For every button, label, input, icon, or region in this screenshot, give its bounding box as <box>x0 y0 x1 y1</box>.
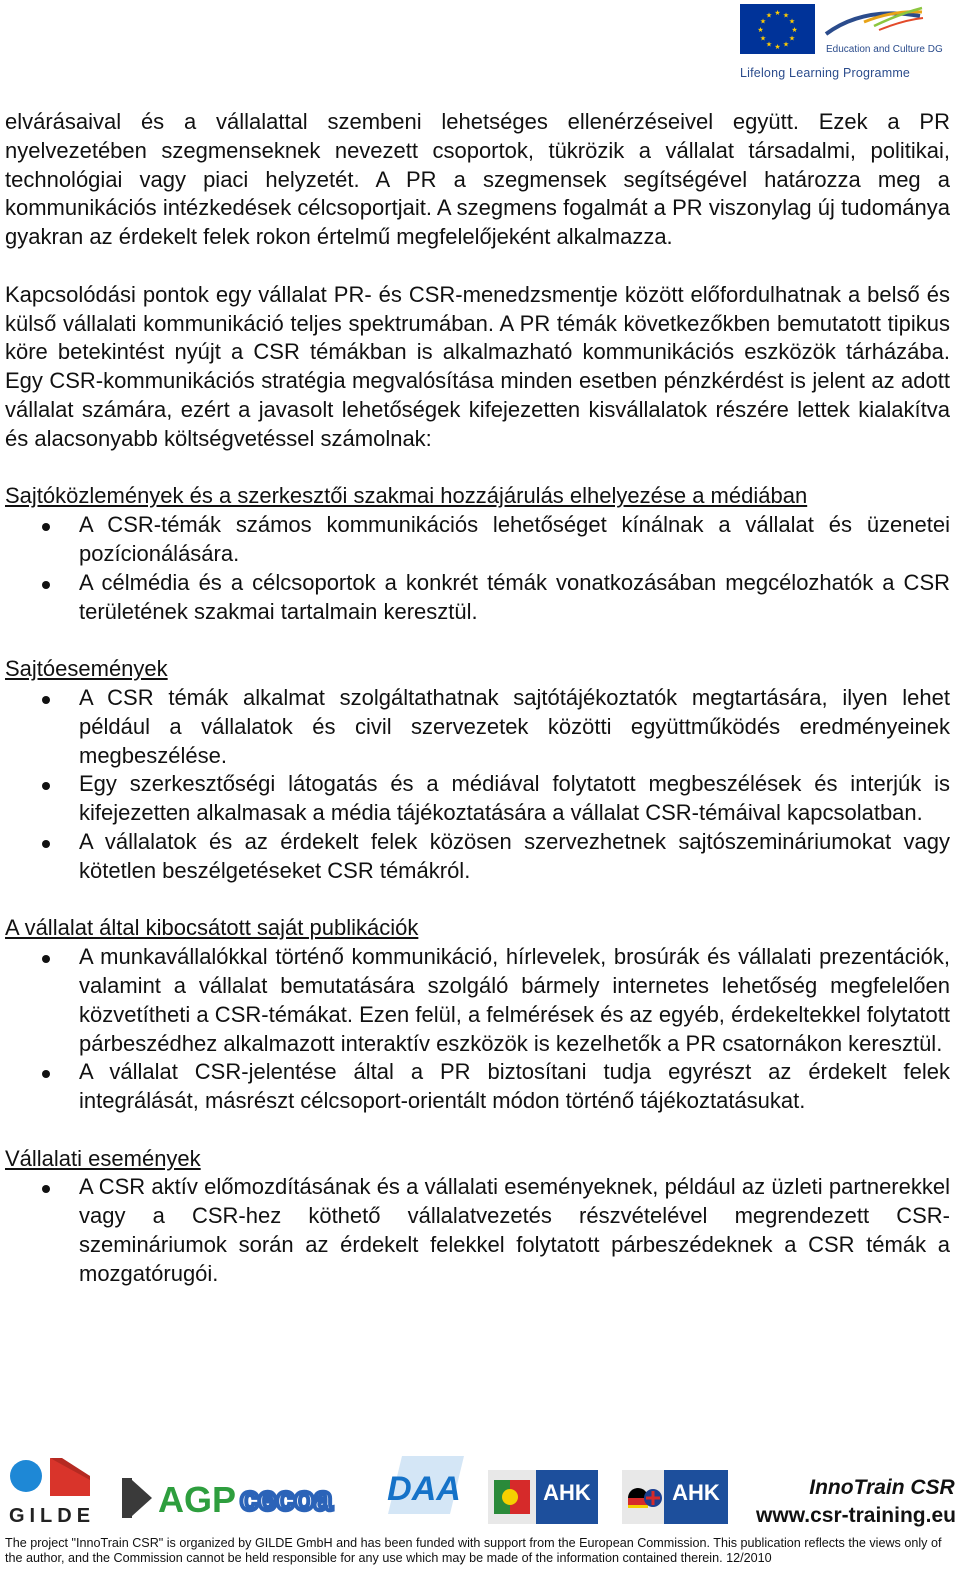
agp-logo <box>118 1470 237 1522</box>
bullet-icon <box>42 782 50 790</box>
bullet-icon <box>42 955 50 963</box>
cecoa-logo <box>240 1478 364 1518</box>
list-item: A munkavállalókkal történő kommunikáció, hírlevelek, brosúrák és vállalati prezentációk, valamint a vállalat bemutatására szolgáló bármely internetes lehetőség megfelelően közvetítheti a CSR-témákat. Ezen felül, a felmérések és az egyéb, érdekeltekkel folytatott párbeszédhez alkalmazott interaktív eszközök is kezelhetők a PR csatornákon keresztül. <box>5 943 950 1058</box>
svg-text:★: ★ <box>774 43 781 51</box>
list-item: A CSR témák alkalmat szolgáltathatnak sajtótájékoztatók megtartására, ilyen lehet például a vállalatok és civil szervezetek közötti együttműködés eredményeinek megbeszélése. <box>5 684 950 770</box>
daa-label: DAA <box>387 1470 461 1508</box>
bullet-icon <box>42 523 50 531</box>
ahk2-label: AHK <box>672 1480 720 1505</box>
bullet-icon <box>42 1185 50 1193</box>
ahk-portugal-logo <box>488 1470 598 1524</box>
section-heading-press-releases: Sajtóközlemények és a szerkesztői szakmai hozzájárulás elhelyezése a médiában <box>5 483 808 509</box>
eu-flag-icon <box>740 4 815 54</box>
list-item: A célmédia és a célcsoportok a konkrét témák vonatkozásában megcélozhatók a CSR területének szakmai tartalmain keresztül. <box>5 569 950 627</box>
svg-text:★: ★ <box>765 40 773 49</box>
bullet-list-own-publications <box>5 943 950 1116</box>
website-label: www.csr-training.eu <box>756 1504 956 1527</box>
lifelong-swoosh-icon <box>824 6 924 42</box>
section-heading-corporate-events: Vállalati események <box>5 1145 201 1171</box>
list-item: A CSR-témák számos kommunikációs lehetőséget kínálnak a vállalat és üzenetei pozícionálására. <box>5 511 950 569</box>
bullet-icon <box>42 581 50 589</box>
llp-label: Lifelong Learning Programme <box>740 66 911 80</box>
bullet-icon <box>42 696 50 704</box>
bullet-list-press-events <box>5 684 950 886</box>
section-heading-own-publications: A vállalat által kibocsátott saját publikációk <box>5 915 419 941</box>
eu-stars-icon <box>740 4 815 54</box>
funding-disclaimer: The project "InnoTrain CSR" is organized by GILDE GmbH and has been funded with support from the European Commission. This publication reflects the views only of the author, and the Commission cannot be held responsible for any use which may be made of the information contained therein. 12/2010 <box>5 1536 942 1565</box>
svg-text:★: ★ <box>759 17 767 26</box>
svg-text:★: ★ <box>791 26 798 34</box>
paragraph-segments: elvárásaival és a vállalattal szembeni lehetséges ellenérzéseivel együtt. Ezek a PR nyelvezetében szegmenseknek nevezett csoportok, tükrözik a vállalat társadalmi, politikai, technológiai vagy piaci helyzetét. A PR a szegmensek segítségével határozza meg a kommunikációs intézkedések célcsoportjait. A szegmens fogalmát a PR viszonylag új tudománya gyakran az érdekelt felek rokon értelmű megfelelőjeként alkalmazza. <box>5 109 950 250</box>
bullet-list-press-releases <box>5 511 950 626</box>
section-heading-press-events: Sajtóesemények <box>5 656 168 682</box>
list-item: A vállalatok és az érdekelt felek közösen szervezhetnek sajtószemináriumokat vagy kötetlen beszélgetéseket CSR témákról. <box>5 828 950 886</box>
svg-text:★: ★ <box>757 26 764 34</box>
page-header <box>0 0 960 100</box>
agp-label: AGP <box>158 1479 237 1520</box>
list-item: A vállalat CSR-jelentése által a PR biztosítani tudja egyrészt az érdekelt felek integrálását, másrészt célcsoport-orientált módon történő tájékoztatásukat. <box>5 1058 950 1116</box>
innotrain-label: InnoTrain CSR <box>809 1476 955 1499</box>
daa-logo <box>384 1454 466 1518</box>
svg-text:★: ★ <box>788 34 796 43</box>
ahk-uk-logo <box>622 1470 728 1524</box>
gilde-label: GILDE <box>8 1505 96 1527</box>
bullet-icon <box>42 840 50 848</box>
svg-text:★: ★ <box>782 40 790 49</box>
bullet-icon <box>42 1070 50 1078</box>
eac-label: Education and Culture DG <box>826 44 943 55</box>
paragraph-connection-points: Kapcsolódási pontok egy vállalat PR- és CSR-menedzsmentje között előfordulhatnak a belső és külső vállalati kommunikáció teljes spektrumában. A PR témák következőkben bemutatott tipikus köre betekintést nyújt a CSR témákban is alkalmazható kommunikációs eszközök tárházába. Egy CSR-kommunikációs stratégia megvalósítása minden esetben pénzkérdést is jelent az adott vállalat számára, ezért a javasolt lehetőségek kifejezetten kisvállalatok részére lettek kialakítva és alacsonyabb költségvetéssel számolnak: <box>5 281 950 451</box>
svg-text:★: ★ <box>759 34 767 43</box>
list-item: Egy szerkesztőségi látogatás és a médiával folytatott megbeszélések és interjúk is kifejezetten alkalmasak a média tájékoztatására a vállalat CSR-témáival kapcsolatban. <box>5 770 950 828</box>
cecoa-label: cecoa <box>240 1480 332 1518</box>
document-body <box>5 108 950 1317</box>
bullet-list-corporate-events <box>5 1173 950 1288</box>
lifelong-learning-logo <box>740 4 952 84</box>
innotrain-logo <box>752 1472 958 1528</box>
svg-text:★: ★ <box>788 17 796 26</box>
partner-logos <box>0 1448 960 1536</box>
gilde-logo <box>6 1454 98 1526</box>
svg-text:★: ★ <box>765 11 773 20</box>
list-item: A CSR aktív előmozdításának és a vállalati eseményeknek, például az üzleti partnerekkel vagy a CSR-hez köthető vállalatvezetés részvételével megrendezett CSR-szemináriumok során az érdekelt felekkel folytatott párbeszédeknek a CSR témák a mozgatórugói. <box>5 1173 950 1288</box>
svg-text:★: ★ <box>774 9 781 17</box>
svg-text:★: ★ <box>782 11 790 20</box>
ahk1-label: AHK <box>543 1480 591 1505</box>
